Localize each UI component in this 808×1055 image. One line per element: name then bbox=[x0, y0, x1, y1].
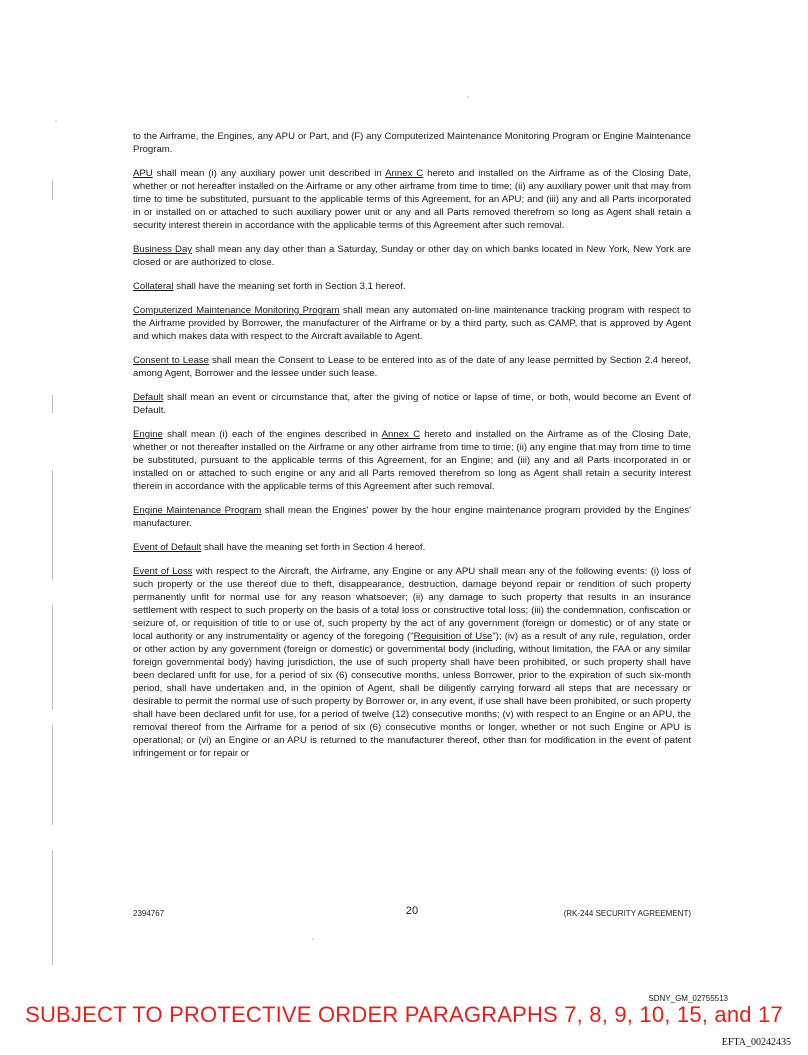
term-engine-maintenance-program: Engine Maintenance Program bbox=[133, 505, 262, 516]
scan-artifact bbox=[52, 725, 53, 825]
definition-event-of-loss: Event of Loss with respect to the Aircraft, the Airframe, any Engine or any APU shall mean any of the following events: (i) loss of such property or the use thereof due to theft, disappearance, destruction, damage beyond repair or rendition of such property permanently unfit for normal use for any reason whatsoever; (ii) any damage to such property that results in an insurance settlement with respect to such property on the basis of a total loss or constructive total loss; (iii) the condemnation, confiscation or seizure of, or requisition of title to or use of, such property by the act of any government (foreign or domestic) or of any state or local authority or any instrumentality or agency of the foregoing ("Requisition of Use"); (iv) as a result of any rule, regulation, order or other action by any government (foreign or domestic) or governmental body (including, without limitation, the FAA or any similar foreign governmental body) having jurisdiction, the use of such property shall have been prohibited, or such property shall have been declared unfit for use, for a period of six (6) consecutive months, unless Borrower, prior to the expiration of such six-month period, shall have undertaken and, in the opinion of Agent, shall be diligently carrying forward all steps that are necessary or desirable to permit the normal use of such property by Borrower or, in any event, if use shall have been prohibited, or such property shall have been declared unfit for use, for a period of twelve (12) consecutive months; (v) with respect to an Engine or an APU, the removal thereof from the Airframe for a period of six (6) consecutive months or longer, whether or not such Engine or APU is operational; or (vi) an Engine or an APU is returned to the manufacturer thereof, other than for modification in the event of patent infringement or for repair or bbox=[133, 566, 691, 759]
scan-artifact bbox=[52, 180, 53, 200]
annex-c-reference: Annex C bbox=[381, 429, 420, 440]
term-default: Default bbox=[133, 392, 164, 403]
scan-artifact bbox=[52, 395, 53, 413]
intro-paragraph: to the Airframe, the Engines, any APU or Part, and (F) any Computerized Maintenance Monitoring Program or Engine Maintenance Program. bbox=[133, 131, 691, 155]
term-apu: APU bbox=[133, 168, 153, 179]
definition-consent-to-lease: Consent to Lease shall mean the Consent to Lease to be entered into as of the date of any lease permitted by Section 2.4 hereof, among Agent, Borrower and the lessee under such lease. bbox=[133, 355, 691, 379]
bates-number: SDNY_GM_02755513 bbox=[648, 994, 728, 1003]
definition-event-of-default: Event of Default shall have the meaning set forth in Section 4 hereof. bbox=[133, 542, 426, 553]
definition-default: Default shall mean an event or circumstance that, after the giving of notice or lapse of time, or both, would become an Event of Default. bbox=[133, 392, 691, 416]
definition-collateral: Collateral shall have the meaning set forth in Section 3.1 hereof. bbox=[133, 281, 406, 292]
document-number: 2394767 bbox=[133, 909, 165, 918]
scan-artifact bbox=[52, 605, 53, 710]
definition-cmmp: Computerized Maintenance Monitoring Program shall mean any automated on-line maintenance tracking program with respect to the Airframe provided by Borrower, the manufacturer of the Airframe or by a third party, such as CAMP, that is approved by Agent and which makes data with respect to the Aircraft available to Agent. bbox=[133, 305, 691, 342]
body-text bbox=[133, 130, 691, 771]
efta-identifier: EFTA_00242435 bbox=[721, 1037, 791, 1048]
scan-artifact bbox=[52, 850, 53, 965]
term-consent-to-lease: Consent to Lease bbox=[133, 355, 209, 366]
term-collateral: Collateral bbox=[133, 281, 174, 292]
term-business-day: Business Day bbox=[133, 244, 193, 255]
term-event-of-loss: Event of Loss bbox=[133, 566, 193, 577]
protective-order-notice: SUBJECT TO PROTECTIVE ORDER PARAGRAPHS 7, 8, 9, 10, 15, and 17 bbox=[25, 1002, 783, 1027]
annex-c-reference: Annex C bbox=[385, 168, 424, 179]
document-title: (RK-244 SECURITY AGREEMENT) bbox=[563, 909, 691, 918]
page-number: 20 bbox=[405, 905, 419, 917]
scan-speck bbox=[55, 120, 57, 122]
page-footer bbox=[133, 905, 691, 925]
term-event-of-default: Event of Default bbox=[133, 542, 202, 553]
definition-business-day: Business Day shall mean any day other than a Saturday, Sunday or other day on which banks located in New York, New York are closed or are authorized to close. bbox=[133, 244, 691, 268]
scan-speck bbox=[312, 938, 314, 940]
scan-artifact bbox=[52, 470, 53, 580]
requisition-of-use-term: Requisition of Use bbox=[413, 631, 493, 642]
definition-engine: Engine shall mean (i) each of the engines described in Annex C hereto and installed on the Airframe as of the Closing Date, whether or not thereafter installed on the Airframe or any other airframe from time to time; (ii) any engine that may from time to time be substituted, pursuant to the applicable terms of this Agreement, for an Engine; and (iii) any and all Parts incorporated in or installed on or attached to such engine or any and all Parts removed therefrom so long as Agent shall retain a security interest therein in accordance with the applicable terms of this Agreement after such removal. bbox=[133, 429, 691, 492]
term-cmmp: Computerized Maintenance Monitoring Program bbox=[133, 305, 340, 316]
term-engine: Engine bbox=[133, 429, 163, 440]
definition-apu: APU shall mean (i) any auxiliary power unit described in Annex C hereto and installed on the Airframe as of the Closing Date, whether or not hereafter installed on the Airframe or any other airframe from time to time; (ii) any auxiliary power unit that may from time to time be substituted, pursuant to the applicable terms of this Agreement, for an APU; and (iii) any and all Parts incorporated in or installed on or attached to such auxiliary power unit or any and all Parts removed therefrom so long as Agent shall retain a security interest therein in accordance with the applicable terms of this Agreement after such removal. bbox=[133, 168, 692, 231]
definition-engine-maintenance-program: Engine Maintenance Program shall mean the Engines' power by the hour engine maintenance program provided by the Engines' manufacturer. bbox=[133, 505, 691, 529]
scan-speck bbox=[467, 96, 469, 98]
